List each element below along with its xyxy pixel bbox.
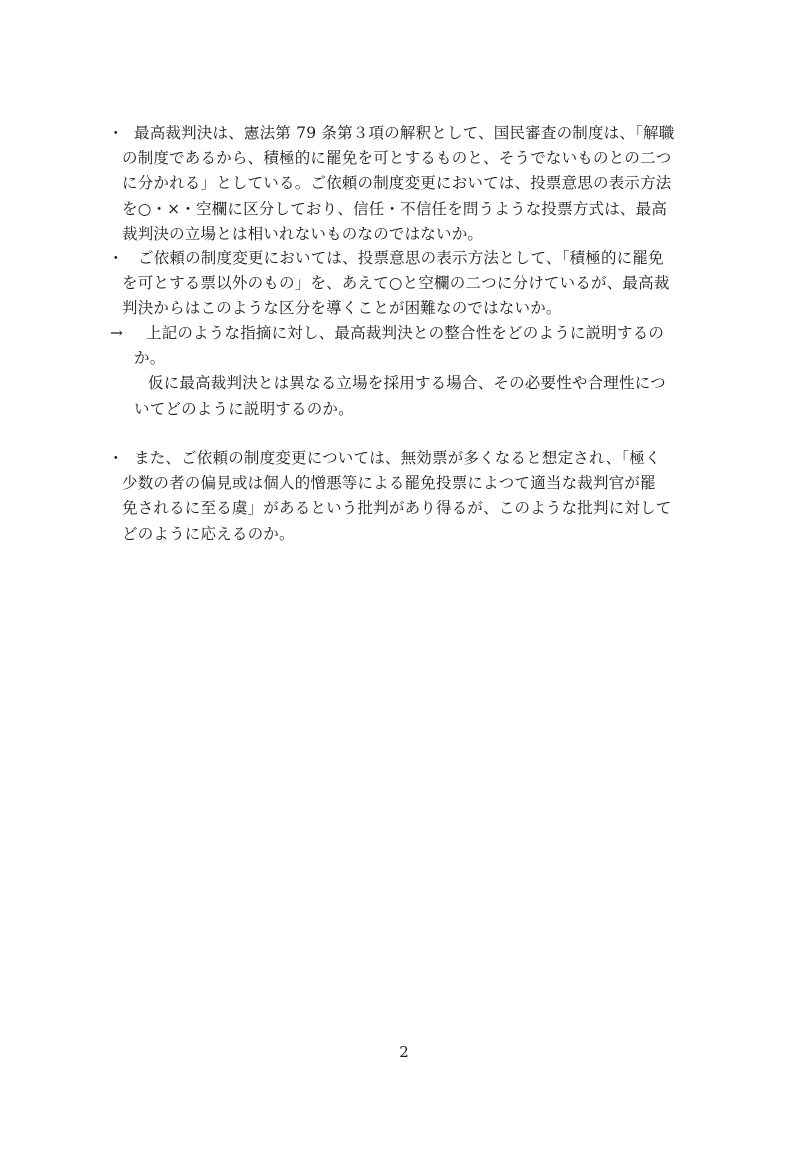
text-line: か。 xyxy=(134,349,166,368)
text-line: 仮に最高裁判決とは異なる立場を採用する場合、その必要性や合理性につ xyxy=(148,374,666,393)
paragraph-2 xyxy=(110,246,700,322)
text-line: 少数の者の偏見或は個人的憎悪等による罷免投票によつて適当な裁判官が罷 xyxy=(122,474,656,493)
text-line: また、ご依頼の制度変更については、無効票が多くなると想定され、「極く xyxy=(134,449,661,467)
paragraph-4 xyxy=(110,446,700,547)
text-line: 免されるに至る虞」があるという批判があり得るが、このような批判に対して xyxy=(122,499,672,518)
text-line: ご依頼の制度変更においては、投票意思の表示方法として、「積極的に罷免 xyxy=(138,249,664,267)
arrow-icon: → xyxy=(110,324,124,342)
text-line: を○・×・空欄に区分しており、信任・不信任を問うような投票方式は、最高 xyxy=(122,199,668,218)
text-line: 上記のような指摘に対し、最高裁判決との整合性をどのように説明するの xyxy=(146,324,665,342)
text-line: 最高裁判決は、憲法第 79 条第３項の解釈として、国民審査の制度は、「解職 xyxy=(134,124,675,142)
text-line: を可とする票以外のもの」を、あえて○と空欄の二つに分けているが、最高裁 xyxy=(122,274,670,293)
page-number: 2 xyxy=(399,1043,409,1061)
paragraph-1 xyxy=(110,121,700,247)
text-line: の制度であるから、積極的に罷免を可とするものと、そうでないものとの二つ xyxy=(122,149,672,168)
bullet-marker: ・ xyxy=(108,249,124,267)
bullet-marker: ・ xyxy=(108,449,124,467)
bullet-marker: ・ xyxy=(108,124,124,142)
text-line: 判決からはこのような区分を導くことが困難なのではないか。 xyxy=(122,299,562,318)
text-line: 裁判決の立場とは相いれないものなのではないか。 xyxy=(122,224,484,243)
text-line: いてどのように説明するのか。 xyxy=(134,399,354,418)
text-line: どのように応えるのか。 xyxy=(122,524,295,543)
arrow-paragraph xyxy=(110,321,700,422)
text-line: に分かれる」としている。ご依頼の制度変更においては、投票意思の表示方法 xyxy=(122,174,672,193)
